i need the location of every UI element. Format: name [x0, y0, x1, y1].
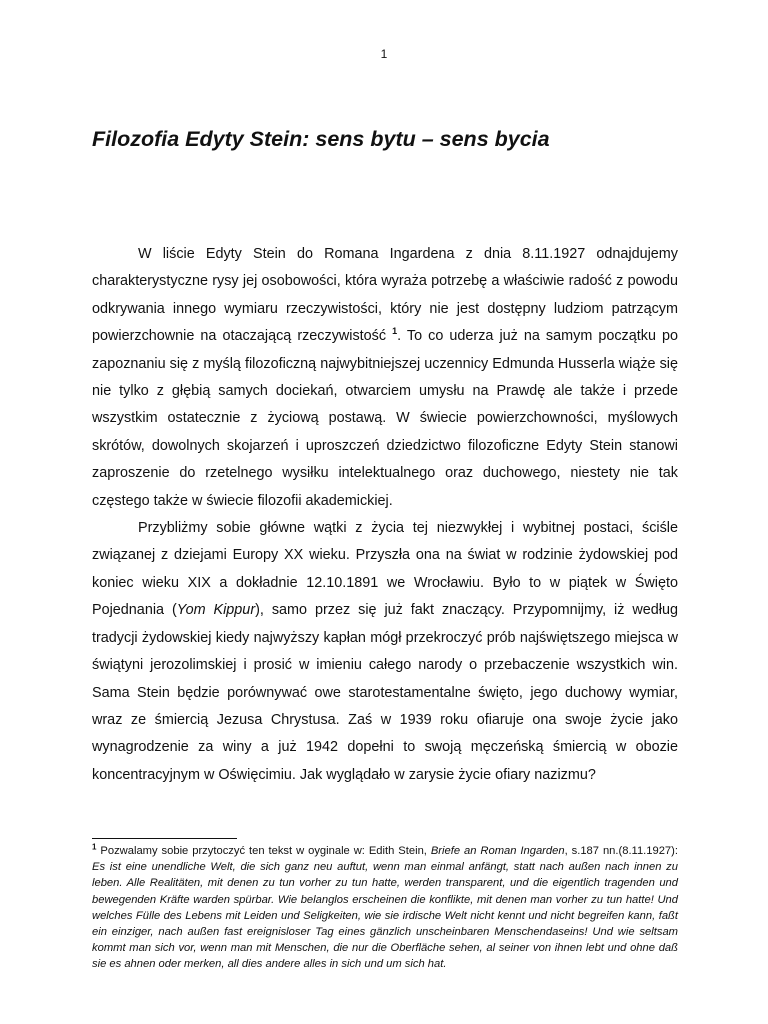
paragraph-2-text-b: ), samo przez się już fakt znaczący. Przypomnijmy, iż według tradycji żydowskiej kiedy najwyższy kapłan mógł przekroczyć prób najświętszego miejsca w świątyni jerozolimskiej i prosić w imieniu całego narody o przebaczenie wszystkich win. Sama Stein będzie porównywać owe starotestamentalne święto, jego duchowy wymiar, wraz ze śmiercią Jezusa Chrystusa. Zaś w 1939 roku ofiaruje ona swoje życie jako wynagrodzenie za winy a już 1942 dopełni to swoją męczeńską śmiercią w obozie koncentracyjnym w Oświęcimiu. Jak wyglądało w zarysie życie ofiary nazizmu?	[92, 602, 678, 783]
footnote-text-a: Pozwalamy sobie przytoczyć ten tekst w oyginale w: Edith Stein,	[96, 845, 431, 857]
paragraph-1-text-a: W liście Edyty Stein do Romana Ingardena z dnia 8.11.1927 odnajdujemy charakterystyczne rysy jej osobowości, która wyraża potrzebę a właściwie radość z powodu odkrywania innego wymiaru rzeczywistości, który nie jest dostępny ludziom patrzącym powierzchownie na otaczającą rzeczywistość	[92, 246, 678, 345]
footnote-mark: 1	[92, 842, 97, 852]
paragraph-1-text-b: . To co uderza już na samym początku po zapoznaniu się z myślą filozoficzną najwybitniejszej uczennicy Edmunda Husserla wiąże się nie tylko z głębią samych dociekań, otwarciem umysłu na Prawdę ale także i przede wszystkim ostatecznie z życiową postawą. W świecie powierzchowności, myślowych skrótów, dowolnych skojarzeń i uproszczeń dziedzictwo filozoficzne Edyty Stein stanowi zaproszenie do rzetelnego wysiłku intelektualnego oraz duchowego, niestety nie tak częstego także w świecie filozofii akademickiej.	[92, 328, 678, 509]
main-text	[92, 241, 678, 789]
footnote	[92, 843, 678, 973]
footnote-reference: 1	[392, 326, 398, 337]
document-title: Filozofia Edyty Stein: sens bytu – sens bycia	[92, 127, 550, 151]
footnote-text-b: , s.187 nn.(8.11.1927):	[564, 845, 678, 857]
page-number: 1	[380, 47, 388, 61]
footnote-book-title: Briefe an Roman Ingarden	[430, 845, 565, 857]
paragraph-2-italic-term: Yom Kippur	[176, 602, 256, 619]
footnote-separator	[92, 838, 237, 839]
footnote-quotation: Es ist eine unendliche Welt, die sich ganz neu auftut, wenn man einmal anfängt, statt nach außen nach innen zu leben. Alle Realitäten, mit denen zu tun vorher zu tun hatte, werden transparent, und die eigentlich tragenden und bewegenden Kräfte warden spürbar. Wie belanglos erscheinen die konflikte, mit denen man vorher zu tun hatte! Und welches Fülle des Lebens mit Leiden und Seligkeiten, wie sie irdische Welt nicht kennt und nicht begreifen kann, faßt ein einziger, nach außen fast ereignisloser Tag eines gänzlich unscheinbaren Menschendaseins! Und wie seltsam kommt man sich vor, wenn man mit Menschen, die nur die Oberfläche sehen, al seiner von ihnen lebt und ohne daß sie es ahnen oder merken, all dies andere alles in sich und um sich hat.	[92, 861, 678, 971]
paragraph-1	[92, 241, 678, 515]
paragraph-2-text-a: Przybliżmy sobie główne wątki z życia tej niezwykłej i wybitnej postaci, ściśle związanej z dziejami Europy XX wieku. Przyszła ona na świat w rodzinie żydowskiej pod koniec wieku XIX a dokładnie 12.10.1891 we Wrocławiu. Było to w piątek w Święto Pojednania (	[92, 520, 678, 619]
paragraph-2	[92, 515, 678, 789]
